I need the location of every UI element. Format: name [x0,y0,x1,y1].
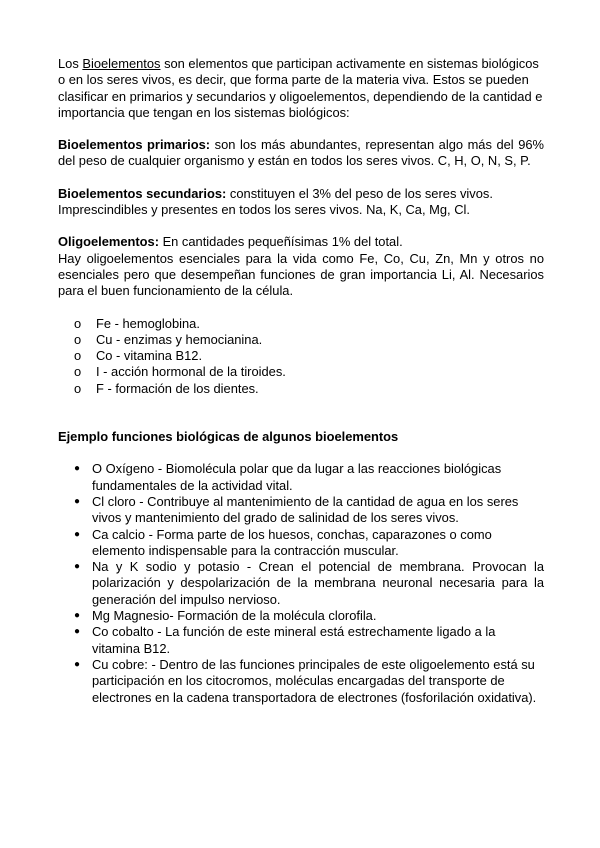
primarios-paragraph [58,137,544,170]
list-item: o I - acción hormonal de la tiroides. [58,364,544,380]
oligo-text-2: del total. [350,234,403,250]
list-item: ● Cu cobre: - Dentro de las funciones principales de este oligoelemento está su participación en los citocromos, moléculas encargadas del transporte de electrones en la cadena transportadora de electrones (fosforilación oxidativa). [58,657,544,706]
primarios-text: son los más abundantes, representan algo más del [210,137,519,153]
intro-text-before: Los [58,56,83,71]
list-item: o F - formación de los dientes. [58,381,544,397]
primarios-title: Bioelementos primarios: [58,137,211,153]
secundarios-title: Bioelementos secundarios: [58,185,227,201]
document-page [58,56,544,706]
list-item: o Cu - enzimas y hemocianina. [58,332,544,348]
list-item: o Co - vitamina B12. [58,348,544,364]
secundarios-paragraph [58,186,544,219]
list-item: ● Co cobalto - La función de este mineral está estrechamente ligado a la vitamina B12. [58,624,544,657]
oligo-pct: 1% [331,234,351,250]
secundarios-text: constituyen el [226,185,313,201]
oligo-title: Oligoelementos: [58,234,159,250]
primarios-text-2: del peso de cualquier organismo y están en todos los seres vivos. C, H, O, N, S, P. [58,153,531,169]
intro-text-after: son elementos que participan activamente en sistemas biológicos o en los seres vivos, es decir, que forma parte de la materia viva. Estos se pueden clasificar en primarios y secundarios y oligoelementos, dependiendo de la cantidad e importancia que tengan en los sistemas biológicos: [58,56,543,120]
list-item: ● Mg Magnesio- Formación de la molécula clorofila. [58,608,544,624]
list-item: ● Ca calcio - Forma parte de los huesos, conchas, caparazones o como elemento indispensable para la contracción muscular. [58,527,544,560]
ejemplo-list [58,461,544,705]
secundarios-pct: 3% [312,185,331,201]
bioelementos-link[interactable]: Bioelementos [82,56,161,71]
list-item: o Fe - hemoglobina. [58,316,544,332]
intro-paragraph [58,56,544,121]
list-item: ● Cl cloro - Contribuye al mantenimiento de la cantidad de agua en los seres vivos y mantenimiento del grado de salinidad de los seres vivos. [58,494,544,527]
oligo-list [58,316,544,397]
primarios-pct: 96% [518,137,545,153]
oligo-text: En cantidades pequeñísimas [159,234,332,250]
secundarios-text-2: del peso de los seres vivos. Imprescindibles y presentes en todos los seres vivos. Na, K, Ca, Mg, Cl. [58,185,493,218]
list-item: ● O Oxígeno - Biomolécula polar que da lugar a las reacciones biológicas fundamentales de la actividad vital. [58,461,544,494]
oligo-description: Hay oligoelementos esenciales para la vida como Fe, Co, Cu, Zn, Mn y otros no esenciales pero que desempeñan funciones de gran importancia Li, Al. Necesarios para el buen funcionamiento de la célula. [58,250,544,299]
ejemplo-heading: Ejemplo funciones biológicas de algunos bioelementos [58,429,399,445]
list-item: ● Na y K sodio y potasio - Crean el potencial de membrana. Provocan la polarización y despolarización de la membrana neuronal necesaria para la generación del impulso nervioso. [58,559,544,608]
oligo-paragraph [58,234,544,250]
